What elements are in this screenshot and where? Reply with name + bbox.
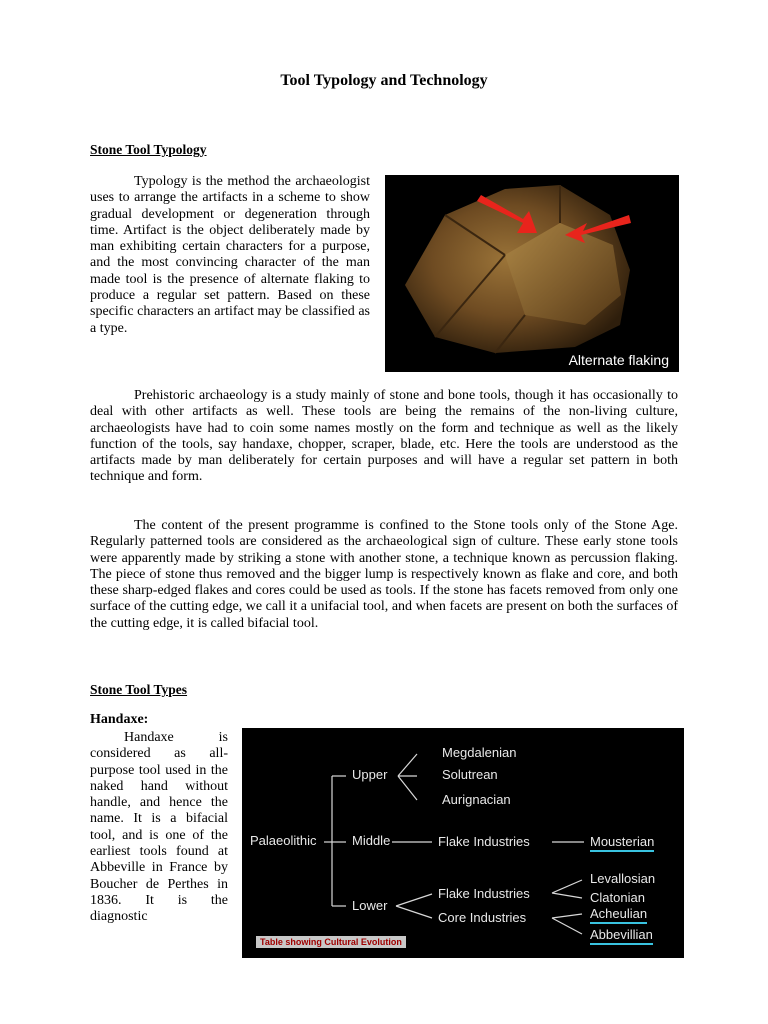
- section-heading-types: Stone Tool Types: [90, 682, 188, 697]
- diagram-middle: Middle: [352, 833, 391, 848]
- diagram-upper: Upper: [352, 767, 388, 782]
- subheading-handaxe: Handaxe:: [90, 712, 149, 727]
- diagram-middle-item: Flake Industries: [438, 834, 530, 849]
- paragraph-typology: Typology is the method the archaeologist uses to arrange the artifacts in a scheme to show gradual development or degeneration through time. Artifact is the object deliberately made by man exhibiting certain characters for a purpose, and the most convincing character of the man made tool is the presence of alternate flaking to produce a regular set pattern. Based on these specific characters an artifact may be classified as a type.: [90, 174, 370, 336]
- diagram-lower: Lower: [352, 898, 388, 913]
- paragraph-programme: The content of the present programme is confined to the Stone tools only of the Stone Age. Regularly patterned tools are considered as the archaeological sign of culture. These early stone tools were apparently made by striking a stone with another stone, a technique known as percussion flaking. The piece of stone thus removed and the bigger lump is respectively known as flake and core, and both these sharp-edged flakes and cores could be used as tools. If the stone has facets removed from only one surface of the cutting edge, we call it a unifacial tool, and when facets are present on both the surfaces of the cutting edge, it is called bifacial tool.: [90, 518, 678, 631]
- diagram-lower-flake-item: Clatonian: [590, 890, 645, 905]
- diagram-lower-core-item: Acheulian: [590, 906, 647, 924]
- alternate-flaking-photo: [385, 175, 679, 372]
- page-title: Tool Typology and Technology: [280, 72, 488, 89]
- paragraph-prehistoric: Prehistoric archaeology is a study mainly of stone and bone tools, though it has occasionally to deal with other artifacts as well. These tools are being the remains of the non-living culture, archaeologists have had to coin some names mostly on the form and technique as well as the likely function of the tools, say handaxe, chopper, scraper, blade, etc. Here the tools are understood as the artifacts made by man deliberately for certain purposes and will have a regular set pattern in both technique and form.: [90, 388, 678, 485]
- diagram-upper-item: Aurignacian: [442, 792, 511, 807]
- diagram-upper-item: Megdalenian: [442, 745, 517, 760]
- diagram-root: Palaeolithic: [250, 833, 317, 848]
- section-heading-typology: Stone Tool Typology: [90, 142, 207, 157]
- diagram-lower-core: Core Industries: [438, 910, 527, 925]
- diagram-lower-flake-item: Levallosian: [590, 871, 656, 886]
- paragraph-handaxe: Handaxe is considered as all-purpose tool used in the naked hand without handle, and hence the name. It is a bifacial tool, and is one of the earliest tools found at Abbeville in France by Boucher de Perthes in 1836. It is the diagnostic: [90, 730, 228, 925]
- diagram-lower-flake: Flake Industries: [438, 886, 530, 901]
- cultural-evolution-diagram: [242, 728, 684, 958]
- diagram-lower-core-item: Abbevillian: [590, 927, 653, 945]
- diagram-caption: Table showing Cultural Evolution: [256, 936, 406, 948]
- photo-caption: Alternate flaking: [568, 352, 669, 368]
- diagram-middle-result: Mousterian: [590, 834, 654, 852]
- stone-tool-image: [385, 175, 679, 372]
- diagram-upper-item: Solutrean: [442, 767, 498, 782]
